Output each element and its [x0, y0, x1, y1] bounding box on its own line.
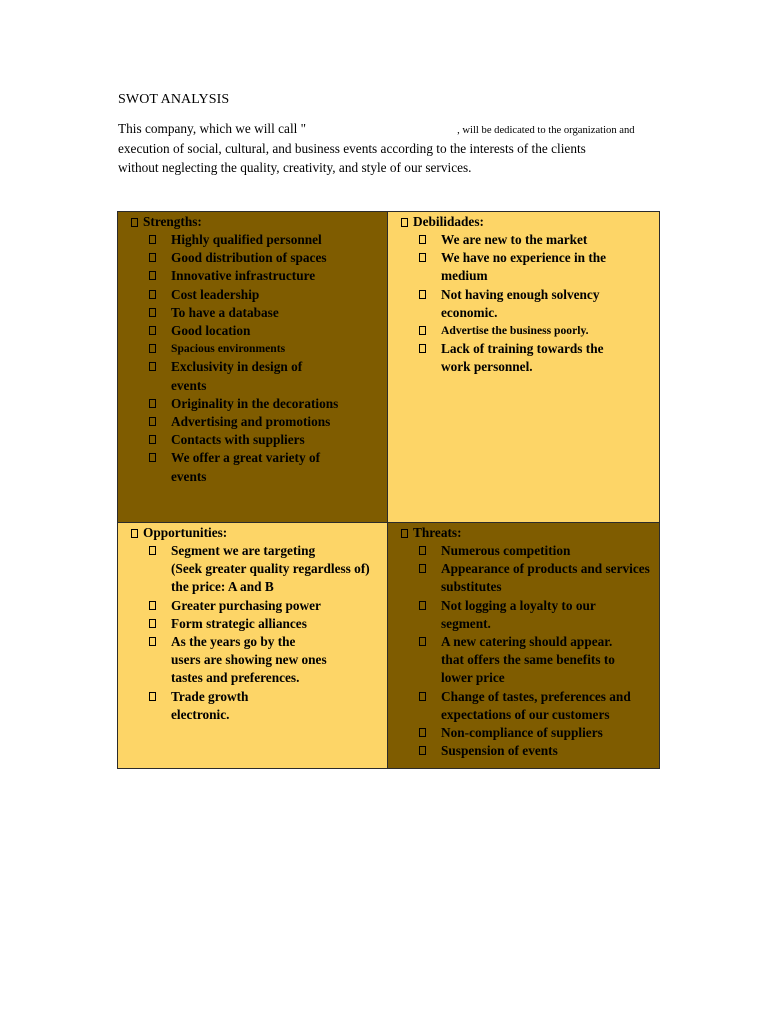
swot-list-item — [419, 633, 650, 688]
checkbox-bullet-icon — [419, 546, 426, 555]
swot-item-text: Lack of training towards the work personnel. — [441, 341, 604, 375]
swot-item-text: Originality in the decorations — [171, 395, 339, 411]
swot-item-text: Highly qualified personnel — [171, 232, 322, 247]
page-title: SWOT ANALYSIS — [118, 92, 230, 107]
strengths-heading-label: Strengths: — [143, 214, 202, 229]
threats-heading-label: Threats: — [413, 525, 462, 540]
swot-item-text: Appearance of products and services substitutes — [441, 561, 650, 595]
swot-item-text: Greater purchasing power — [171, 597, 321, 613]
opportunities-quadrant — [118, 523, 388, 768]
swot-item-text: Non-compliance of suppliers — [441, 725, 603, 741]
swot-list-item — [149, 267, 338, 285]
swot-item-text: We have no experience in the medium — [441, 250, 607, 284]
checkbox-bullet-icon — [149, 290, 156, 299]
strengths-heading — [131, 213, 202, 231]
swot-item-text: Change of tastes, preferences and expectations of our customers — [441, 688, 631, 722]
checkbox-bullet-icon — [149, 326, 156, 335]
swot-item-text: Advertise the business poorly. — [441, 324, 589, 338]
opportunities-list — [149, 542, 370, 724]
checkbox-bullet-icon — [419, 746, 426, 755]
swot-item-text: Contacts with suppliers — [171, 432, 305, 448]
checkbox-bullet-icon — [149, 619, 156, 628]
swot-item-text: Not having enough solvency economic. — [441, 286, 600, 320]
swot-list-item — [149, 597, 370, 615]
checkbox-bullet-icon — [149, 435, 156, 444]
swot-item-text: Trade growth electronic. — [171, 688, 249, 722]
swot-list-item — [149, 286, 338, 304]
swot-item-text: Not logging a loyalty to our segment. — [441, 597, 596, 631]
swot-table — [117, 211, 660, 769]
swot-list-item — [149, 633, 370, 688]
checkbox-bullet-icon — [149, 271, 156, 280]
weaknesses-heading-label: Debilidades: — [413, 214, 484, 229]
checkbox-bullet-icon — [149, 308, 156, 317]
checkbox-bullet-icon — [419, 344, 426, 353]
swot-item-text: Spacious environments — [171, 342, 286, 356]
checkbox-bullet-icon — [149, 399, 156, 408]
swot-item-text: A new catering should appear. that offers the same benefits to lower price — [441, 634, 615, 686]
strengths-list — [149, 231, 338, 486]
swot-list-item — [149, 358, 338, 394]
swot-item-text: Innovative infrastructure — [171, 268, 316, 284]
checkbox-bullet-icon — [419, 290, 426, 299]
swot-list-item — [419, 560, 650, 596]
swot-list-item — [419, 322, 606, 340]
checkbox-bullet-icon — [419, 692, 426, 701]
checkbox-bullet-icon — [149, 692, 156, 701]
opportunities-heading — [131, 524, 227, 542]
checkbox-bullet-icon — [149, 417, 156, 426]
swot-item-text: Suspension of events — [441, 743, 558, 759]
swot-list-item — [419, 231, 606, 249]
swot-list-item — [149, 688, 370, 724]
checkbox-bullet-icon — [149, 344, 156, 353]
swot-item-text: As the years go by the users are showing new ones tastes and preferences. — [171, 634, 327, 686]
swot-list-item — [149, 340, 338, 358]
swot-list-item — [149, 395, 338, 413]
swot-list-item — [149, 431, 338, 449]
swot-item-text: Segment we are targeting (Seek greater quality regardless of) the price: A and B — [171, 543, 370, 595]
checkbox-bullet-icon — [149, 235, 156, 244]
swot-list-item — [149, 249, 338, 267]
swot-item-text: Form strategic alliances — [171, 615, 307, 631]
checkbox-bullet-icon — [419, 564, 426, 573]
strengths-quadrant — [118, 212, 388, 523]
swot-item-text: We are new to the market — [441, 232, 588, 247]
checkbox-bullet-icon — [149, 253, 156, 262]
intro-line-3: without neglecting the quality, creativity, and style of our services. — [118, 159, 472, 175]
intro-line-1 — [118, 120, 663, 140]
threats-quadrant — [388, 523, 659, 768]
threats-heading — [401, 524, 462, 542]
checkbox-bullet-icon — [149, 546, 156, 555]
intro-paragraph — [118, 120, 663, 177]
swot-item-text: Numerous competition — [441, 543, 571, 558]
swot-list-item — [149, 615, 370, 633]
swot-list-item — [149, 322, 338, 340]
checkbox-bullet-icon — [419, 601, 426, 610]
checkbox-bullet-icon — [419, 728, 426, 737]
checkbox-bullet-icon — [149, 601, 156, 610]
swot-item-text: Exclusivity in design of events — [171, 359, 303, 393]
swot-item-text: Cost leadership — [171, 286, 260, 302]
swot-list-item — [149, 413, 338, 431]
swot-list-item — [149, 449, 338, 485]
weaknesses-heading — [401, 213, 484, 231]
swot-list-item — [149, 304, 338, 322]
checkbox-bullet-icon — [419, 235, 426, 244]
checkbox-bullet-icon — [401, 529, 408, 538]
swot-list-item — [419, 688, 650, 724]
swot-list-item — [149, 542, 370, 597]
swot-list-item — [419, 286, 606, 322]
swot-item-text: Good distribution of spaces — [171, 250, 327, 266]
checkbox-bullet-icon — [419, 637, 426, 646]
swot-list-item — [419, 249, 606, 285]
checkbox-bullet-icon — [149, 637, 156, 646]
swot-list-item — [419, 742, 650, 760]
weaknesses-list — [419, 231, 606, 377]
intro-line-1-start: This company, which we will call " — [118, 121, 307, 136]
checkbox-bullet-icon — [419, 253, 426, 262]
swot-list-item — [149, 231, 338, 249]
intro-line-2: execution of social, cultural, and business events according to the interests of the clients — [118, 141, 586, 157]
checkbox-bullet-icon — [401, 218, 408, 227]
swot-list-item — [419, 340, 606, 376]
threats-list — [419, 542, 650, 760]
weaknesses-quadrant — [388, 212, 659, 523]
swot-item-text: We offer a great variety of events — [171, 450, 321, 484]
swot-list-item — [419, 542, 650, 560]
swot-item-text: Advertising and promotions — [171, 414, 331, 430]
checkbox-bullet-icon — [131, 529, 138, 538]
swot-item-text: To have a database — [171, 304, 279, 320]
checkbox-bullet-icon — [419, 326, 426, 335]
swot-list-item — [419, 597, 650, 633]
checkbox-bullet-icon — [149, 453, 156, 462]
intro-line-1-end: , will be dedicated to the organization and — [457, 125, 635, 136]
swot-list-item — [419, 724, 650, 742]
checkbox-bullet-icon — [131, 218, 138, 227]
checkbox-bullet-icon — [149, 362, 156, 371]
opportunities-heading-label: Opportunities: — [143, 525, 228, 540]
swot-item-text: Good location — [171, 323, 251, 339]
